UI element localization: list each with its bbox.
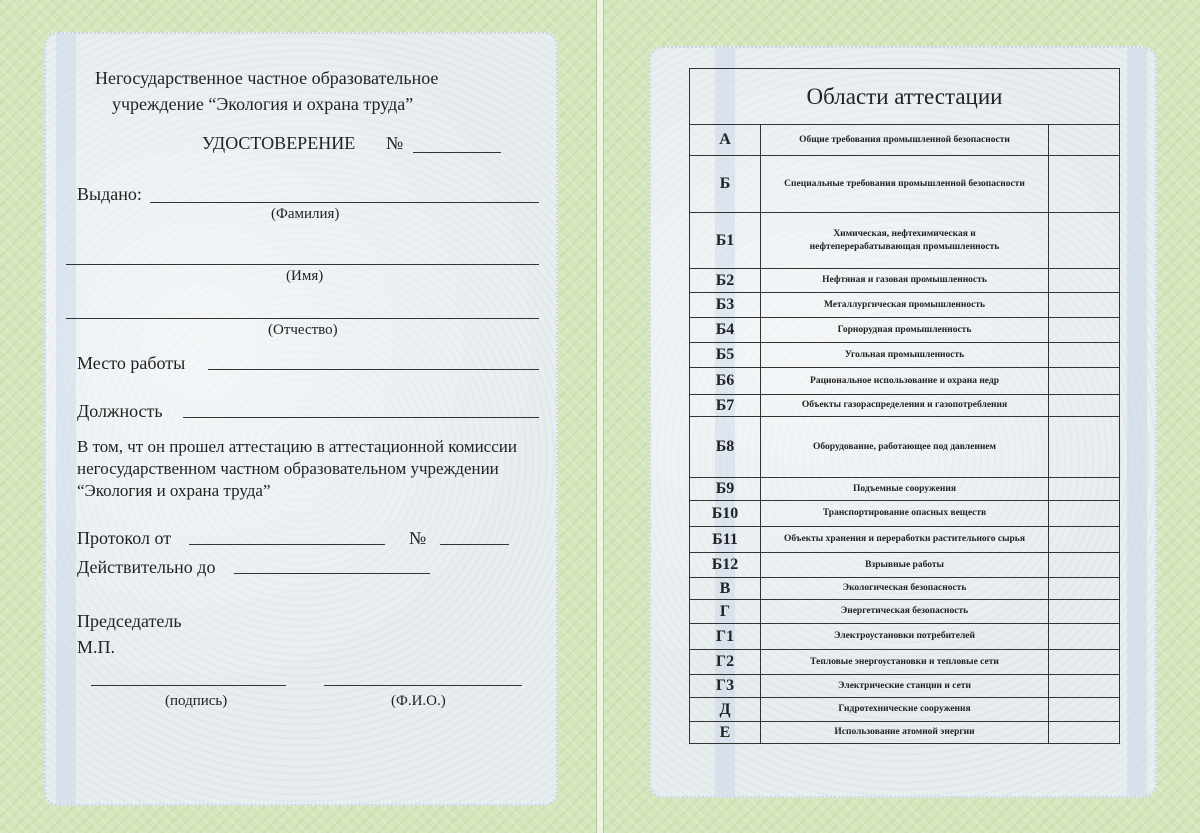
left-security-stripe — [56, 34, 76, 804]
area-code: В — [690, 578, 761, 600]
area-code: Б1 — [690, 213, 761, 269]
table-row — [690, 213, 1120, 269]
area-description: Энергетическая безопасность — [761, 600, 1049, 624]
protocol-date-line[interactable] — [189, 544, 385, 545]
patronymic-line[interactable] — [66, 318, 539, 319]
area-description: Рациональное использование и охрана недр — [761, 368, 1049, 395]
area-code: Г3 — [690, 675, 761, 698]
area-code: Е — [690, 722, 761, 744]
area-mark-cell[interactable] — [1049, 343, 1120, 368]
area-description: Общие требования промышленной безопасности — [761, 125, 1049, 156]
name-line[interactable] — [66, 264, 539, 265]
area-description: Гидротехнические сооружения — [761, 698, 1049, 722]
table-row — [690, 156, 1120, 213]
table-row — [690, 722, 1120, 744]
valid-until-label: Действительно до — [77, 557, 216, 577]
area-code: Б8 — [690, 417, 761, 478]
chairman-label: Председатель — [77, 611, 182, 631]
table-row — [690, 578, 1120, 600]
area-description: Транспортирование опасных веществ — [761, 501, 1049, 527]
surname-caption: (Фамилия) — [271, 206, 340, 222]
area-code: Б6 — [690, 368, 761, 395]
area-code: Б4 — [690, 318, 761, 343]
area-mark-cell[interactable] — [1049, 318, 1120, 343]
area-mark-cell[interactable] — [1049, 650, 1120, 675]
area-mark-cell[interactable] — [1049, 553, 1120, 578]
area-mark-cell[interactable] — [1049, 213, 1120, 269]
area-mark-cell[interactable] — [1049, 698, 1120, 722]
position-label: Должность — [77, 401, 163, 421]
org-name-line1: Негосударственное частное образовательное — [95, 68, 439, 88]
certificate-number-line[interactable] — [413, 152, 501, 153]
table-row — [690, 698, 1120, 722]
area-mark-cell[interactable] — [1049, 624, 1120, 650]
area-description: Оборудование, работающее под давлением — [761, 417, 1049, 478]
table-row — [690, 527, 1120, 553]
issued-label: Выдано: — [77, 184, 142, 204]
table-title-row — [690, 69, 1120, 125]
signature-caption: (подпись) — [165, 693, 228, 709]
certificate-number-sign: № — [386, 133, 404, 153]
table-row — [690, 368, 1120, 395]
table-row — [690, 343, 1120, 368]
area-description: Электроустановки потребителей — [761, 624, 1049, 650]
statement-line1: В том, чт он прошел аттестацию в аттестационной комиссии — [77, 437, 517, 456]
area-description: Химическая, нефтехимическая и нефтеперерабатывающая промышленность — [761, 213, 1049, 269]
area-code: Б — [690, 156, 761, 213]
valid-until-line[interactable] — [234, 573, 430, 574]
table-row — [690, 269, 1120, 293]
area-description: Электрические станции и сети — [761, 675, 1049, 698]
area-code: Б10 — [690, 501, 761, 527]
area-description: Нефтяная и газовая промышленность — [761, 269, 1049, 293]
area-mark-cell[interactable] — [1049, 527, 1120, 553]
area-mark-cell[interactable] — [1049, 156, 1120, 213]
area-description: Металлургическая промышленность — [761, 293, 1049, 318]
area-mark-cell[interactable] — [1049, 600, 1120, 624]
area-mark-cell[interactable] — [1049, 478, 1120, 501]
workplace-label: Место работы — [77, 353, 186, 373]
table-row — [690, 318, 1120, 343]
statement-line2: негосударственном частном образовательном учреждении — [77, 459, 499, 478]
area-mark-cell[interactable] — [1049, 368, 1120, 395]
area-description: Горнорудная промышленность — [761, 318, 1049, 343]
area-code: Б5 — [690, 343, 761, 368]
seal-label: М.П. — [77, 637, 116, 657]
name-caption: (Имя) — [286, 268, 324, 284]
table-row — [690, 553, 1120, 578]
area-mark-cell[interactable] — [1049, 293, 1120, 318]
area-mark-cell[interactable] — [1049, 578, 1120, 600]
table-row — [690, 675, 1120, 698]
table-row — [690, 293, 1120, 318]
area-description: Объекты газораспределения и газопотребления — [761, 395, 1049, 417]
area-code: Б11 — [690, 527, 761, 553]
table-row — [690, 478, 1120, 501]
statement-line3: “Экология и охрана труда” — [77, 481, 271, 500]
area-code: Г2 — [690, 650, 761, 675]
area-mark-cell[interactable] — [1049, 395, 1120, 417]
area-code: А — [690, 125, 761, 156]
workplace-line[interactable] — [208, 369, 539, 370]
area-code: Б12 — [690, 553, 761, 578]
table-row — [690, 501, 1120, 527]
area-description: Экологическая безопасность — [761, 578, 1049, 600]
table-row — [690, 125, 1120, 156]
position-line[interactable] — [183, 417, 539, 418]
area-mark-cell[interactable] — [1049, 722, 1120, 744]
right-security-stripe-right — [1127, 48, 1147, 796]
area-description: Угольная промышленность — [761, 343, 1049, 368]
area-code: Б3 — [690, 293, 761, 318]
area-code: Г — [690, 600, 761, 624]
area-code: Г1 — [690, 624, 761, 650]
attestation-areas-table — [689, 68, 1120, 744]
fio-caption: (Ф.И.О.) — [391, 693, 446, 709]
table-row — [690, 624, 1120, 650]
area-description: Объекты хранения и переработки растительного сырья — [761, 527, 1049, 553]
area-description: Взрывные работы — [761, 553, 1049, 578]
area-code: Б9 — [690, 478, 761, 501]
area-code: Б7 — [690, 395, 761, 417]
table-row — [690, 650, 1120, 675]
table-title: Области аттестации — [690, 69, 1120, 125]
area-description: Использование атомной энергии — [761, 722, 1049, 744]
table-row — [690, 600, 1120, 624]
patronymic-caption: (Отчество) — [268, 322, 338, 338]
signature-line[interactable] — [91, 685, 286, 686]
org-name-line2: учреждение “Экология и охрана труда” — [112, 94, 414, 114]
certificate-title: УДОСТОВЕРЕНИЕ — [202, 133, 356, 153]
protocol-number-sign: № — [409, 528, 427, 548]
area-mark-cell[interactable] — [1049, 501, 1120, 527]
area-description: Специальные требования промышленной безопасности — [761, 156, 1049, 213]
area-mark-cell[interactable] — [1049, 675, 1120, 698]
area-mark-cell[interactable] — [1049, 269, 1120, 293]
table-row — [690, 395, 1120, 417]
table-row — [690, 417, 1120, 478]
area-description: Подъемные сооружения — [761, 478, 1049, 501]
area-mark-cell[interactable] — [1049, 125, 1120, 156]
area-code: Б2 — [690, 269, 761, 293]
protocol-number-line[interactable] — [440, 544, 509, 545]
area-code: Д — [690, 698, 761, 722]
protocol-label: Протокол от — [77, 528, 172, 548]
area-mark-cell[interactable] — [1049, 417, 1120, 478]
surname-line[interactable] — [150, 202, 539, 203]
fio-line[interactable] — [324, 685, 522, 686]
area-description: Тепловые энергоустановки и тепловые сети — [761, 650, 1049, 675]
